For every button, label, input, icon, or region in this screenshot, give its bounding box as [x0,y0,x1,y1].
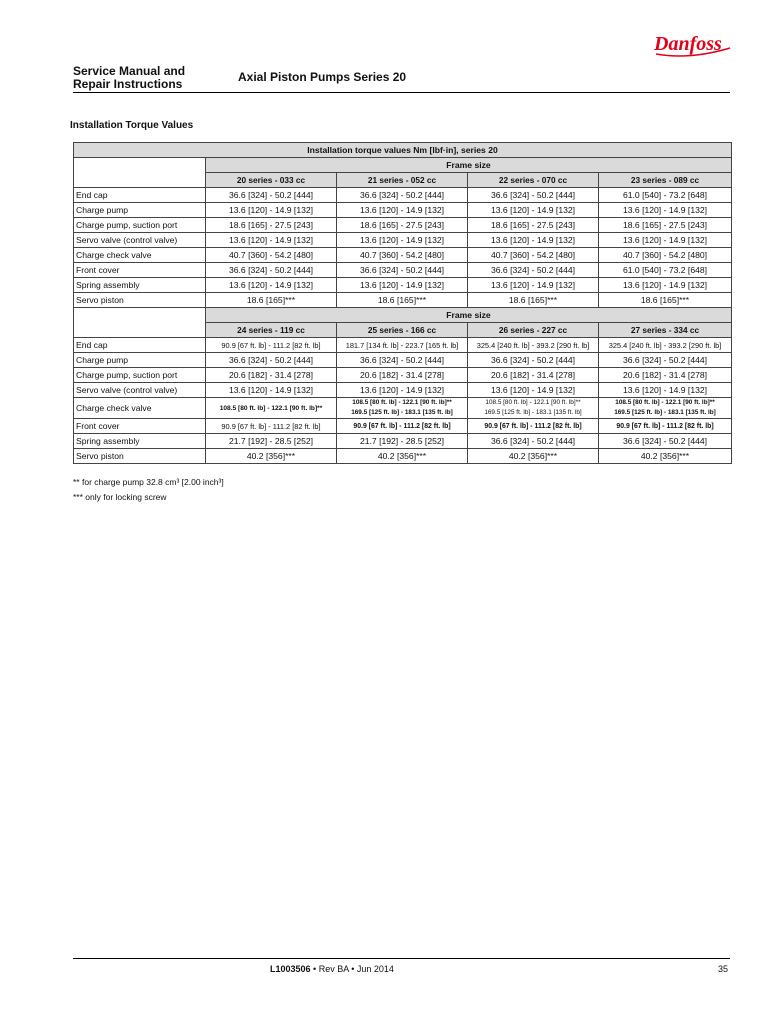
value-cell: 40.2 [356]*** [599,449,732,464]
series-header: 23 series - 089 cc [599,173,732,188]
value-cell: 13.6 [120] - 14.9 [132] [337,233,468,248]
group1-body [74,188,732,308]
footer-divider [73,958,730,959]
row-label: Servo piston [74,293,206,308]
table-row [74,353,732,368]
series-header: 26 series - 227 cc [468,323,599,338]
value-line: 108.5 [80 ft. lb] - 122.1 [90 ft. lb]** [352,399,452,406]
value-cell [468,398,599,419]
value-cell: 20.6 [182] - 31.4 [278] [337,368,468,383]
value-cell: 13.6 [120] - 14.9 [132] [599,203,732,218]
page-number: 35 [718,964,729,974]
manual-title-line2: Repair Instructions [73,77,183,91]
row-label: Charge check valve [74,248,206,263]
row-label: Charge check valve [74,398,206,419]
series-header: 21 series - 052 cc [337,173,468,188]
table-row [74,338,732,353]
row-label: Servo piston [74,449,206,464]
value-cell [599,398,732,419]
value-cell: 20.6 [182] - 31.4 [278] [206,368,337,383]
value-cell: 36.6 [324] - 50.2 [444] [206,263,337,278]
table-row [74,233,732,248]
value-cell: 36.6 [324] - 50.2 [444] [206,188,337,203]
value-cell: 18.6 [165]*** [206,293,337,308]
value-cell: 108.5 [80 ft. lb] - 122.1 [90 ft. lb]** [206,398,337,419]
table-row [74,248,732,263]
table-row [74,419,732,434]
value-cell: 20.6 [182] - 31.4 [278] [599,368,732,383]
value-cell: 18.6 [165]*** [468,293,599,308]
table-row [74,203,732,218]
value-cell: 40.2 [356]*** [468,449,599,464]
value-cell: 21.7 [192] - 28.5 [252] [337,434,468,449]
value-cell: 90.9 [67 ft. lb] - 111.2 [82 ft. lb] [337,419,468,434]
frame-size-row [74,158,732,173]
value-cell: 40.7 [360] - 54.2 [480] [337,248,468,263]
value-cell: 36.6 [324] - 50.2 [444] [468,188,599,203]
value-cell: 36.6 [324] - 50.2 [444] [599,353,732,368]
value-cell: 18.6 [165] - 27.5 [243] [206,218,337,233]
table-row [74,383,732,398]
value-line: 108.5 [80 ft. lb] - 122.1 [90 ft. lb]** [615,399,715,406]
table-row [74,434,732,449]
value-cell: 36.6 [324] - 50.2 [444] [337,188,468,203]
table-caption: Installation torque values Nm [lbf·in], series 20 [74,143,732,158]
value-cell: 61.0 [540] - 73.2 [648] [599,188,732,203]
value-cell: 40.7 [360] - 54.2 [480] [468,248,599,263]
table-row [74,263,732,278]
series-header: 24 series - 119 cc [206,323,337,338]
value-cell: 36.6 [324] - 50.2 [444] [206,353,337,368]
row-label: Charge pump [74,353,206,368]
series-header: 27 series - 334 cc [599,323,732,338]
header-divider [73,92,730,93]
table-row [74,188,732,203]
value-cell: 13.6 [120] - 14.9 [132] [599,233,732,248]
value-cell: 325.4 [240 ft. lb] - 393.2 [290 ft. lb] [599,338,732,353]
table-row [74,398,732,419]
value-cell: 20.6 [182] - 31.4 [278] [468,368,599,383]
row-label: Charge pump [74,203,206,218]
value-cell: 36.6 [324] - 50.2 [444] [468,434,599,449]
value-line: 169.5 [125 ft. lb] - 183.1 [135 ft. lb] [351,409,453,416]
value-cell: 325.4 [240 ft. lb] - 393.2 [290 ft. lb] [468,338,599,353]
value-cell: 18.6 [165]*** [599,293,732,308]
danfoss-logo [650,26,734,60]
value-cell: 13.6 [120] - 14.9 [132] [206,278,337,293]
table-caption-row [74,143,732,158]
value-cell: 13.6 [120] - 14.9 [132] [468,203,599,218]
frame-size-row [74,308,732,323]
table-row [74,449,732,464]
value-cell: 181.7 [134 ft. lb] - 223.7 [165 ft. lb] [337,338,468,353]
value-cell: 40.7 [360] - 54.2 [480] [599,248,732,263]
value-cell: 13.6 [120] - 14.9 [132] [599,278,732,293]
value-cell: 13.6 [120] - 14.9 [132] [337,383,468,398]
row-label: Charge pump, suction port [74,368,206,383]
value-cell: 40.7 [360] - 54.2 [480] [206,248,337,263]
value-cell: 18.6 [165] - 27.5 [243] [468,218,599,233]
torque-table [73,142,732,464]
logo-text: Danfoss [654,33,722,55]
value-cell: 36.6 [324] - 50.2 [444] [468,353,599,368]
value-cell: 90.9 [67 ft. lb] - 111.2 [82 ft. lb] [206,419,337,434]
value-cell: 90.9 [67 ft. lb] - 111.2 [82 ft. lb] [468,419,599,434]
blank-cell [74,308,206,338]
row-label: Servo valve (control valve) [74,383,206,398]
footer-doc-info [270,964,394,974]
row-label: End cap [74,338,206,353]
footnote-triple-star: *** only for locking screw [73,492,167,502]
value-cell: 13.6 [120] - 14.9 [132] [206,383,337,398]
value-cell: 90.9 [67 ft. lb] - 111.2 [82 ft. lb] [206,338,337,353]
value-cell: 36.6 [324] - 50.2 [444] [337,263,468,278]
frame-size-label: Frame size [206,158,732,173]
section-title: Installation Torque Values [70,120,194,131]
doc-number: L1003506 [270,964,311,974]
series-header: 22 series - 070 cc [468,173,599,188]
value-cell: 13.6 [120] - 14.9 [132] [468,278,599,293]
row-label: End cap [74,188,206,203]
value-cell: 90.9 [67 ft. lb] - 111.2 [82 ft. lb] [599,419,732,434]
value-cell: 13.6 [120] - 14.9 [132] [468,383,599,398]
value-line: 169.5 [125 ft. lb] - 183.1 [135 ft. lb] [614,409,716,416]
doc-revision: • Rev BA • Jun 2014 [310,964,394,974]
value-cell: 13.6 [120] - 14.9 [132] [468,233,599,248]
value-line: 108.5 [80 ft. lb] - 122.1 [90 ft. lb]** [485,399,581,406]
table-row [74,293,732,308]
value-cell: 18.6 [165]*** [337,293,468,308]
value-cell: 13.6 [120] - 14.9 [132] [599,383,732,398]
table-row [74,278,732,293]
document-title: Axial Piston Pumps Series 20 [238,70,407,84]
value-cell: 13.6 [120] - 14.9 [132] [206,233,337,248]
row-label: Front cover [74,419,206,434]
value-cell: 13.6 [120] - 14.9 [132] [337,278,468,293]
row-label: Spring assembly [74,434,206,449]
value-cell [337,398,468,419]
value-cell: 13.6 [120] - 14.9 [132] [206,203,337,218]
series-header: 25 series - 166 cc [337,323,468,338]
manual-title-line1: Service Manual and [73,64,186,78]
value-cell: 36.6 [324] - 50.2 [444] [468,263,599,278]
row-label: Spring assembly [74,278,206,293]
value-cell: 61.0 [540] - 73.2 [648] [599,263,732,278]
blank-cell [74,158,206,188]
table-row [74,218,732,233]
row-label: Servo valve (control valve) [74,233,206,248]
value-line: 169.5 [125 ft. lb] - 183.1 [135 ft. lb] [484,409,582,416]
value-cell: 40.2 [356]*** [337,449,468,464]
value-cell: 18.6 [165] - 27.5 [243] [599,218,732,233]
footnote-double-star: ** for charge pump 32.8 cm³ [2.00 inch³] [73,477,224,487]
value-cell: 36.6 [324] - 50.2 [444] [599,434,732,449]
value-cell: 40.2 [356]*** [206,449,337,464]
manual-title [73,65,185,91]
value-cell: 21.7 [192] - 28.5 [252] [206,434,337,449]
table-row [74,368,732,383]
value-cell: 36.6 [324] - 50.2 [444] [337,353,468,368]
frame-size-label: Frame size [206,308,732,323]
value-cell: 13.6 [120] - 14.9 [132] [337,203,468,218]
value-cell: 18.6 [165] - 27.5 [243] [337,218,468,233]
row-label: Front cover [74,263,206,278]
series-header: 20 series - 033 cc [206,173,337,188]
row-label: Charge pump, suction port [74,218,206,233]
